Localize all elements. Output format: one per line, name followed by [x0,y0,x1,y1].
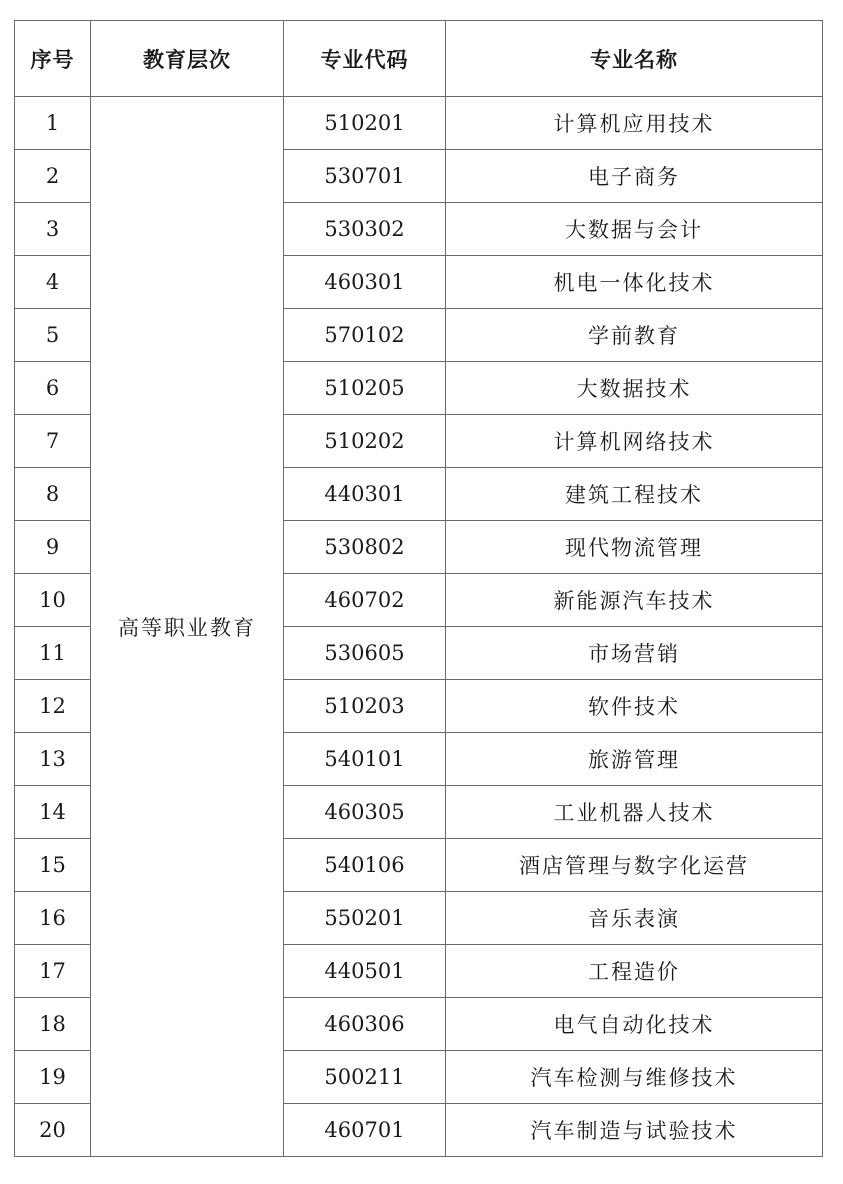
major-name: 大数据技术 [446,362,823,415]
major-code: 440501 [284,945,446,998]
major-name: 工程造价 [446,945,823,998]
major-code: 540101 [284,733,446,786]
table-header [15,21,823,97]
major-name: 电子商务 [446,150,823,203]
header-index: 序号 [15,21,91,97]
major-name: 汽车检测与维修技术 [446,1051,823,1104]
row-index: 4 [15,256,91,309]
major-code: 540106 [284,839,446,892]
major-code: 510205 [284,362,446,415]
major-name: 建筑工程技术 [446,468,823,521]
major-name: 现代物流管理 [446,521,823,574]
row-index: 17 [15,945,91,998]
row-index: 13 [15,733,91,786]
major-code: 510202 [284,415,446,468]
major-code: 460306 [284,998,446,1051]
major-code: 460701 [284,1104,446,1157]
row-index: 2 [15,150,91,203]
row-index: 16 [15,892,91,945]
header-row [15,21,823,97]
major-code: 510203 [284,680,446,733]
row-index: 7 [15,415,91,468]
row-index: 20 [15,1104,91,1157]
table-row [15,97,823,150]
major-code: 530701 [284,150,446,203]
major-name: 新能源汽车技术 [446,574,823,627]
majors-table [14,20,823,1157]
major-name: 市场营销 [446,627,823,680]
header-level: 教育层次 [91,21,284,97]
row-index: 8 [15,468,91,521]
major-name: 旅游管理 [446,733,823,786]
major-name: 电气自动化技术 [446,998,823,1051]
row-index: 14 [15,786,91,839]
row-index: 10 [15,574,91,627]
major-name: 音乐表演 [446,892,823,945]
major-code: 570102 [284,309,446,362]
major-code: 510201 [284,97,446,150]
major-code: 460301 [284,256,446,309]
row-index: 11 [15,627,91,680]
row-index: 18 [15,998,91,1051]
major-code: 500211 [284,1051,446,1104]
major-code: 550201 [284,892,446,945]
education-level-cell: 高等职业教育 [91,97,284,1157]
header-code: 专业代码 [284,21,446,97]
major-name: 大数据与会计 [446,203,823,256]
major-code: 440301 [284,468,446,521]
major-name: 计算机应用技术 [446,97,823,150]
major-code: 530605 [284,627,446,680]
major-name: 计算机网络技术 [446,415,823,468]
row-index: 6 [15,362,91,415]
table-body [15,97,823,1157]
row-index: 12 [15,680,91,733]
major-name: 软件技术 [446,680,823,733]
header-name: 专业名称 [446,21,823,97]
row-index: 15 [15,839,91,892]
major-code: 460702 [284,574,446,627]
row-index: 5 [15,309,91,362]
row-index: 1 [15,97,91,150]
major-name: 学前教育 [446,309,823,362]
major-code: 530302 [284,203,446,256]
major-name: 机电一体化技术 [446,256,823,309]
major-code: 530802 [284,521,446,574]
row-index: 19 [15,1051,91,1104]
row-index: 9 [15,521,91,574]
major-name: 汽车制造与试验技术 [446,1104,823,1157]
major-code: 460305 [284,786,446,839]
row-index: 3 [15,203,91,256]
major-name: 工业机器人技术 [446,786,823,839]
major-name: 酒店管理与数字化运营 [446,839,823,892]
